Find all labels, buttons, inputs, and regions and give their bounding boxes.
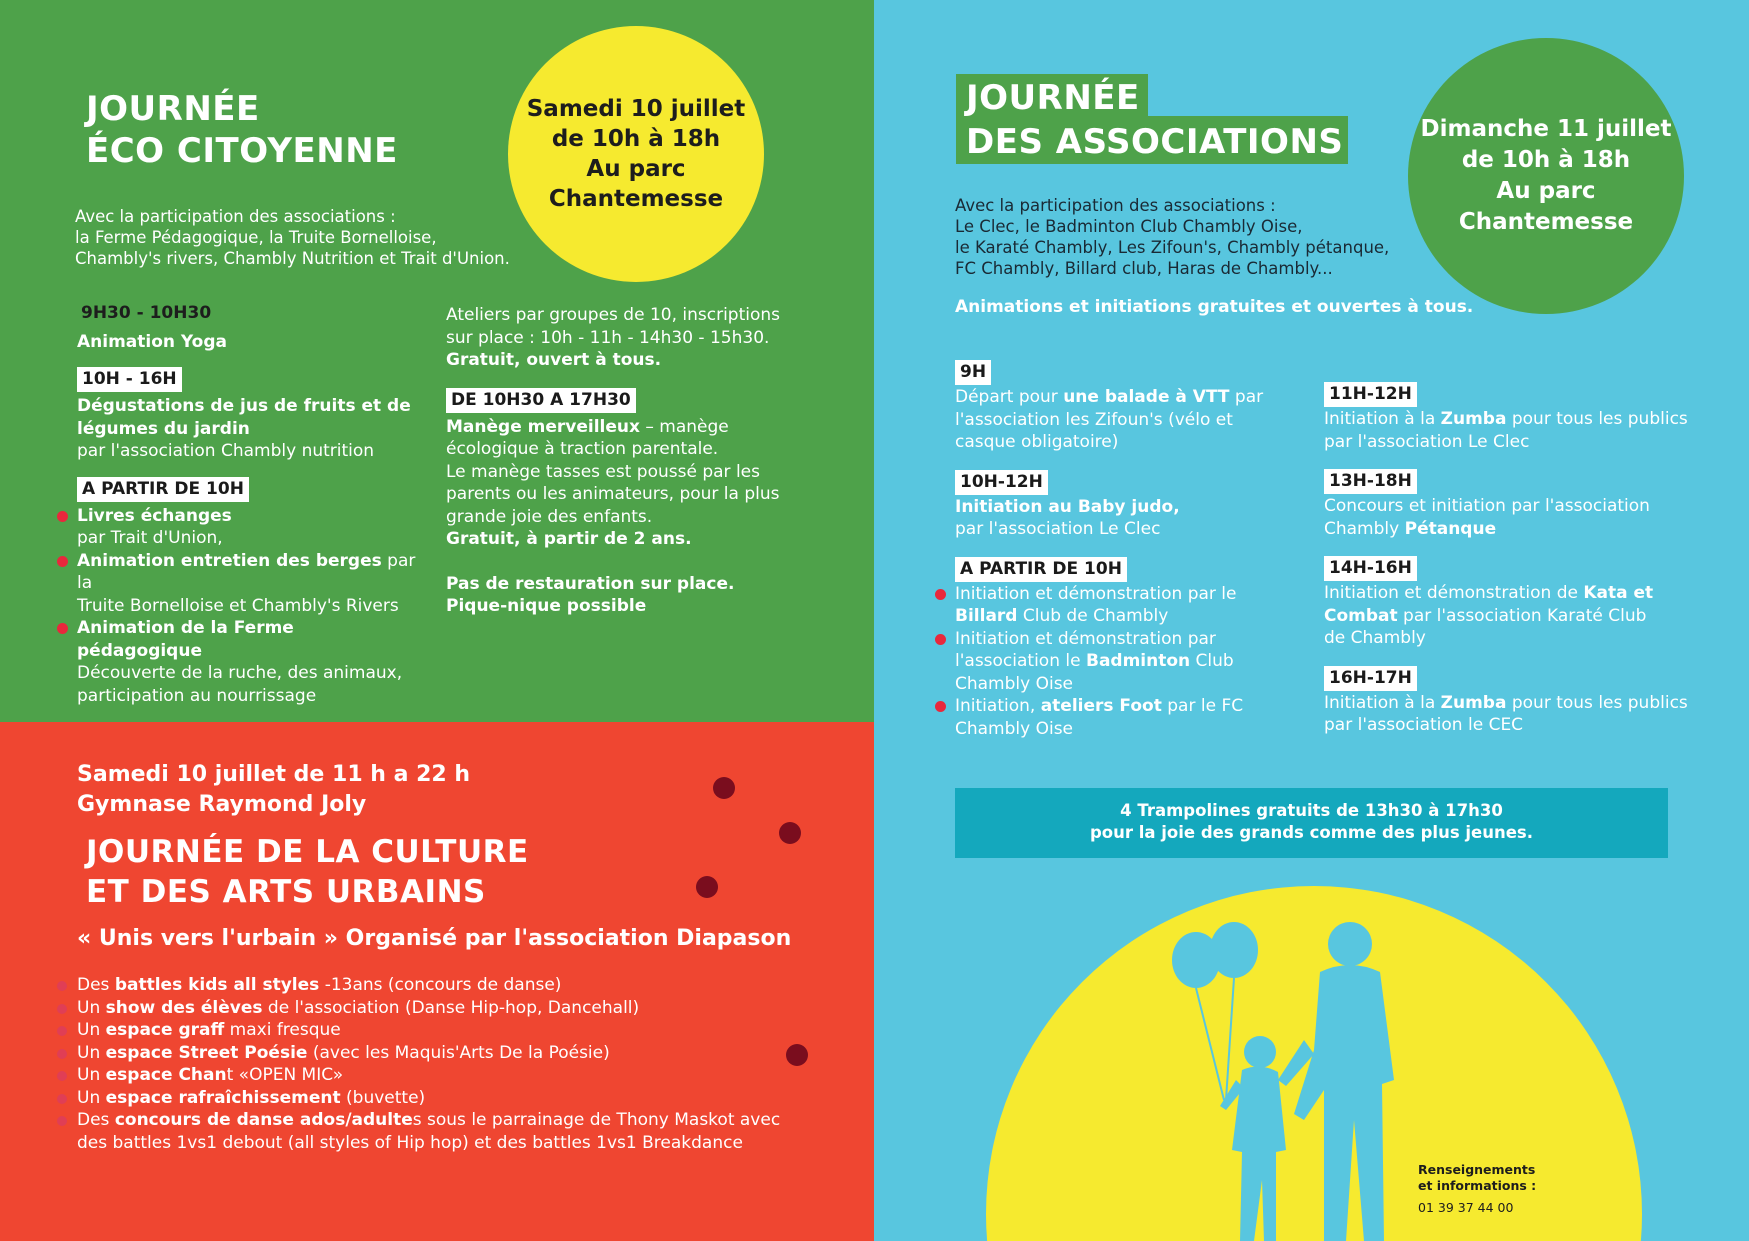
bullet-icon [57, 1071, 67, 1081]
bullet-icon [57, 1004, 67, 1014]
culture-subtitle: « Unis vers l'urbain » Organisé par l'association Diapason [77, 926, 792, 951]
culture-list: Des battles kids all styles -13ans (concours de danse) Un show des élèves de l'association (Danse Hip-hop, Dancehall) Un espace graff maxi fresque Un espace Street Poésie (avec les Maquis'Arts De la Poésie) Un espace Chant «OPEN MIC» Un espace rafraîchissement (buvette) Des concours de danse ados/adultes sous le parrainage de Thony Maskot avec des battles 1vs1 debout (all styles of Hip hop) et des battles 1vs1 Breakdance [77, 974, 817, 1154]
assoc-title: JOURNÉE DES ASSOCIATIONS [966, 78, 1344, 162]
info-block: Renseignements et informations : 01 39 37 44 00 [1418, 1162, 1537, 1215]
bullet-icon [57, 623, 68, 634]
list-item: Initiation et démonstration par le [955, 583, 1285, 606]
time-a-partir-10h: A PARTIR DE 10H [77, 477, 249, 502]
bullet-icon [57, 1026, 67, 1036]
bullet-icon [57, 511, 68, 522]
time-11h-12h: 11H-12H [1324, 382, 1417, 407]
eco-intro: Avec la participation des associations : la Ferme Pédagogique, la Truite Bornelloise, Chambly's rivers, Chambly Nutrition et Trait d'Union. [75, 207, 510, 268]
culture-date: Samedi 10 juillet de 11 h a 22 h Gymnase Raymond Joly [77, 762, 471, 817]
assoc-intro: Avec la participation des associations : Le Clec, le Badminton Club Chambly Oise, le Karaté Chambly, Les Zifoun's, Chambly pétanque, FC Chambly, Billard club, Haras de Chambly... [955, 196, 1390, 278]
bullet-icon [935, 701, 946, 712]
culture-panel [0, 722, 874, 1241]
list-item: Livres échanges [77, 505, 417, 528]
manege: Manège merveilleux – manège écologique à traction parentale. Le manège tasses est poussé par les parents ou les animateurs, pour la plus grande joie des enfants. Gratuit, à partir de 2 ans. [446, 416, 780, 549]
list-item: Un espace graff maxi fresque [77, 1019, 817, 1042]
bullet-icon [57, 1116, 67, 1126]
time-a-partir-10h: A PARTIR DE 10H [955, 557, 1127, 582]
assoc-schedule-right: 11H-12H Initiation à la Zumba pour tous les publics par l'association Le Clec 13H-18H Concours et initiation par l'association Chambly Pétanque 14H-16H Initiation et démonstration de Kata et Combat par l'association Karaté Club de Chambly 16H-17H Initiation à la Zumba pour tous les publics par l'association le CEC [1324, 384, 1688, 735]
decor-dot-icon [713, 777, 735, 799]
list-item: Un espace Street Poésie (avec les Maquis'Arts De la Poésie) [77, 1042, 817, 1065]
degustation: Dégustations de jus de fruits et de légumes du jardin par l'association Chambly nutrition [77, 396, 411, 461]
culture-title: JOURNÉE DE LA CULTURE ET DES ARTS URBAINS [86, 834, 529, 910]
assoc-date-circle: Dimanche 11 juillet de 10h à 18h Au parc Chantemesse [1408, 38, 1684, 314]
list-item: Des concours de danse ados/adultes sous le parrainage de Thony Maskot avec [77, 1109, 817, 1132]
eco-title: JOURNÉE ÉCO CITOYENNE [86, 89, 398, 171]
time-10h30-17h30: DE 10H30 A 17H30 [446, 388, 636, 413]
time-10h-16h: 10H - 16H [77, 367, 182, 392]
bullet-icon [57, 556, 68, 567]
bullet-icon [57, 1049, 67, 1059]
eco-panel [0, 0, 874, 722]
list-item: Des battles kids all styles -13ans (concours de danse) [77, 974, 817, 997]
list-item: Initiation, ateliers Foot par le FC [955, 695, 1285, 718]
time-9h: 9H [955, 360, 991, 385]
eco-date-circle: Samedi 10 juillet de 10h à 18h Au parc Chantemesse [508, 26, 764, 282]
trampoline-banner: 4 Trampolines gratuits de 13h30 à 17h30 pour la joie des grands comme des plus jeunes. [955, 788, 1668, 858]
list-item: Un espace Chant «OPEN MIC» [77, 1064, 817, 1087]
decor-dot-icon [696, 876, 718, 898]
bullet-icon [57, 981, 67, 991]
list-item: Un show des élèves de l'association (Danse Hip-hop, Dancehall) [77, 997, 817, 1020]
time-9h30: 9H30 - 10H30 [81, 303, 212, 323]
time-10h-12h: 10H-12H [955, 470, 1048, 495]
time-13h-18h: 13H-18H [1324, 469, 1417, 494]
bullet-icon [57, 1094, 67, 1104]
bullet-icon [935, 634, 946, 645]
list-item: Initiation et démonstration par [955, 628, 1285, 651]
time-16h-17h: 16H-17H [1324, 666, 1417, 691]
list-item: Un espace rafraîchissement (buvette) [77, 1087, 817, 1110]
eco-schedule-left: 9H30 - 10H30 Animation Yoga 10H - 16H Dégustations de jus de fruits et de légumes du jardin par l'association Chambly nutrition A PARTIR DE 10H Livres échanges par Trait d'Union, Animation entretien des berges par la Truite Bornelloise et Chambly's Rivers Animation de la Ferme pédagogique Découverte de la ruche, des animaux, participation au nourrissage [77, 302, 417, 707]
decor-dot-icon [779, 822, 801, 844]
phone-number: 01 39 37 44 00 [1418, 1200, 1514, 1215]
assoc-schedule-left: 9H Départ pour une balade à VTT par l'association les Zifoun's (vélo et casque obligatoire) 10H-12H Initiation au Baby judo, par l'association Le Clec A PARTIR DE 10H Initiation et démonstration par le Billard Club de Chambly Initiation et démonstration par l'association le Badminton Club Chambly Oise Initiation, ateliers Foot par le FC Chambly Oise [955, 360, 1285, 740]
yoga-label: Animation Yoga [77, 331, 227, 352]
restauration: Pas de restauration sur place. Pique-nique possible [446, 573, 735, 616]
time-14h-16h: 14H-16H [1324, 556, 1417, 581]
bullet-icon [935, 589, 946, 600]
assoc-anim: Animations et initiations gratuites et ouvertes à tous. [955, 297, 1474, 317]
list-item: Animation entretien des berges par la [77, 550, 417, 595]
assoc-panel [874, 0, 1749, 1241]
list-item: Animation de la Ferme pédagogique [77, 617, 417, 662]
eco-schedule-right: Ateliers par groupes de 10, inscriptions sur place : 10h - 11h - 14h30 - 15h30. Gratuit, ouvert à tous. DE 10H30 A 17H30 Manège merveilleux – manège écologique à traction parentale. Le manège tasses est poussé par les parents ou les animateurs, pour la plus grande joie des enfants. Gratuit, à partir de 2 ans. Pas de restauration sur place. Pique-nique possible [446, 304, 806, 618]
